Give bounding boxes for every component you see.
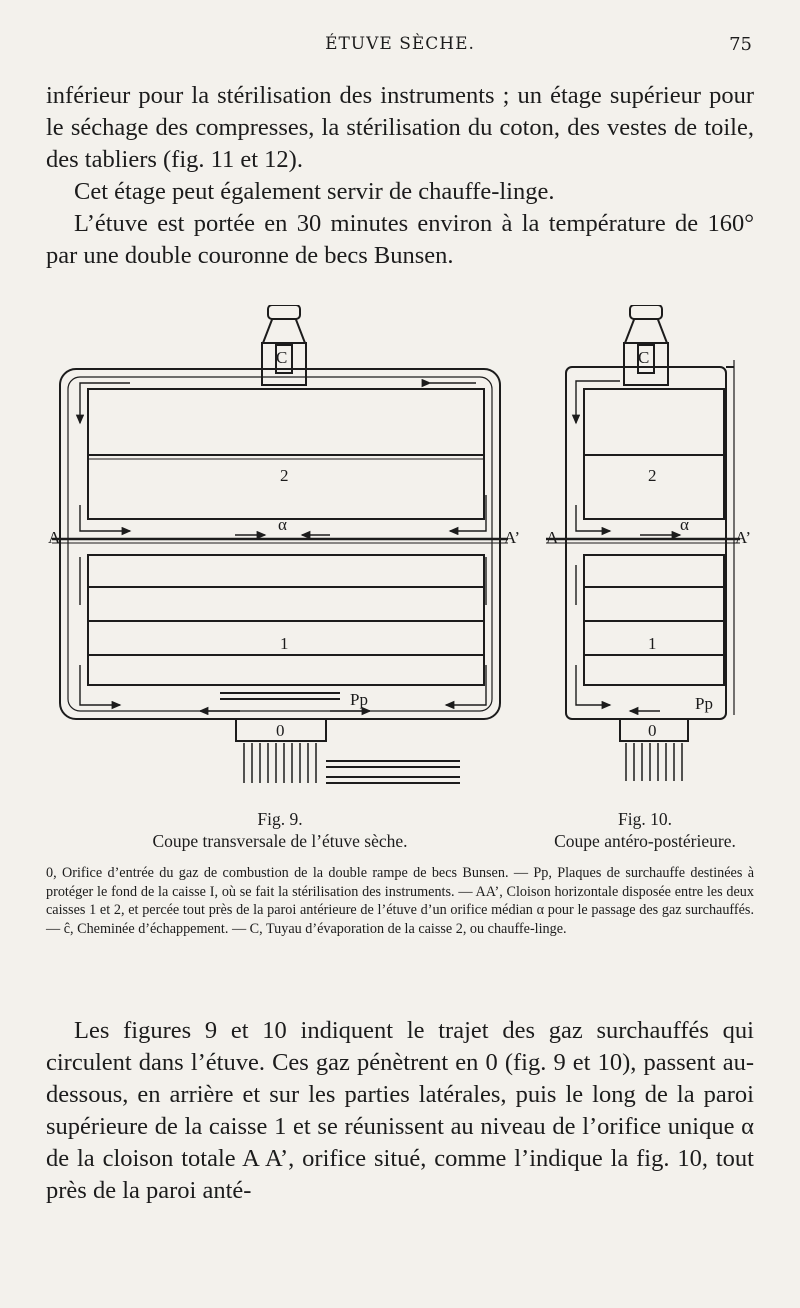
paragraph-continued: inférieur pour la stérilisation des instruments ; un étage supérieur pour le séchage des compresses, la stérilisation du coton, des vestes de toile, des tabliers (fig. 11 et 12).	[46, 82, 754, 173]
fig9-label-alpha: α	[278, 515, 287, 534]
paragraph: L’étuve est portée en 30 minutes environ à la température de 160° par une double couronne de becs Bunsen.	[46, 210, 754, 269]
fig10-label-compartment-2: 2	[648, 466, 657, 485]
fig9-label-compartment-1: 1	[280, 634, 289, 653]
fig9-label-orifice: 0	[276, 721, 285, 740]
fig10-label-alpha: α	[680, 515, 689, 534]
paragraph: Les figures 9 et 10 indiquent le trajet des gaz surchauffés qui circulent dans l’étuve. Ces gaz pénètrent en 0 (fig. 9 et 10), passent au-dessous, en arrière et sur les parties latérales, puis le long de la paroi supérieure de la caisse 1 et se réunissent au niveau de l’orifice unique α de la cloison totale A A’, orifice situé, comme l’indique la fig. 10, tout près de la paroi anté-	[46, 1017, 754, 1204]
fig9-label-a-left: A	[48, 528, 61, 547]
fig10-labels	[546, 348, 751, 740]
fig9-label-plates: Pp	[350, 690, 368, 709]
figure-legend: 0, Orifice d’entrée du gaz de combustion de la double rampe de becs Bunsen. — Pp, Plaques de surchauffe destinées à protéger le fond de la caisse I, où se fait la stérilisation des instruments. — AA’, Cloison horizontale disposée entre les deux caisses 1 et 2, et percée tout près de la paroi antérieure de l’étuve d’un orifice médian α pour le passage des gaz surchauffés. — ĉ, Cheminée d’échappement. — C, Tuyau d’évaporation de la caisse 2, ou chauffe-linge.	[46, 865, 754, 937]
fig9-label-chimney: C	[276, 348, 288, 367]
paragraph: Cet étage peut également servir de chauffe-linge.	[74, 178, 555, 205]
fig10-number: Fig. 10.	[618, 809, 672, 829]
fig9-caption	[70, 808, 490, 852]
page-number: 75	[729, 34, 752, 55]
fig9-label-a-right: A’	[504, 528, 521, 547]
fig9-diagram	[52, 305, 508, 783]
fig10-label-orifice: 0	[648, 721, 657, 740]
fig9-label-compartment-2: 2	[280, 466, 289, 485]
fig9-number: Fig. 9.	[257, 809, 303, 829]
body-text-bottom	[46, 1015, 754, 1207]
fig10-label-compartment-1: 1	[648, 634, 657, 653]
fig10-label-chimney: C	[638, 348, 650, 367]
fig9-title: Coupe transversale de l’étuve sèche.	[152, 831, 408, 851]
page-header	[0, 34, 800, 60]
intro-text	[46, 80, 754, 272]
fig9-labels	[48, 348, 520, 740]
fig10-title: Coupe antéro-postérieure.	[554, 831, 736, 851]
fig10-label-a-right: A’	[735, 528, 752, 547]
fig10-label-a-left: A	[546, 528, 559, 547]
fig10-label-plates: Pp	[695, 694, 713, 713]
figures-illustration	[40, 305, 770, 795]
running-head: ÉTUVE SÈCHE.	[325, 34, 475, 54]
fig10-caption	[520, 808, 770, 852]
